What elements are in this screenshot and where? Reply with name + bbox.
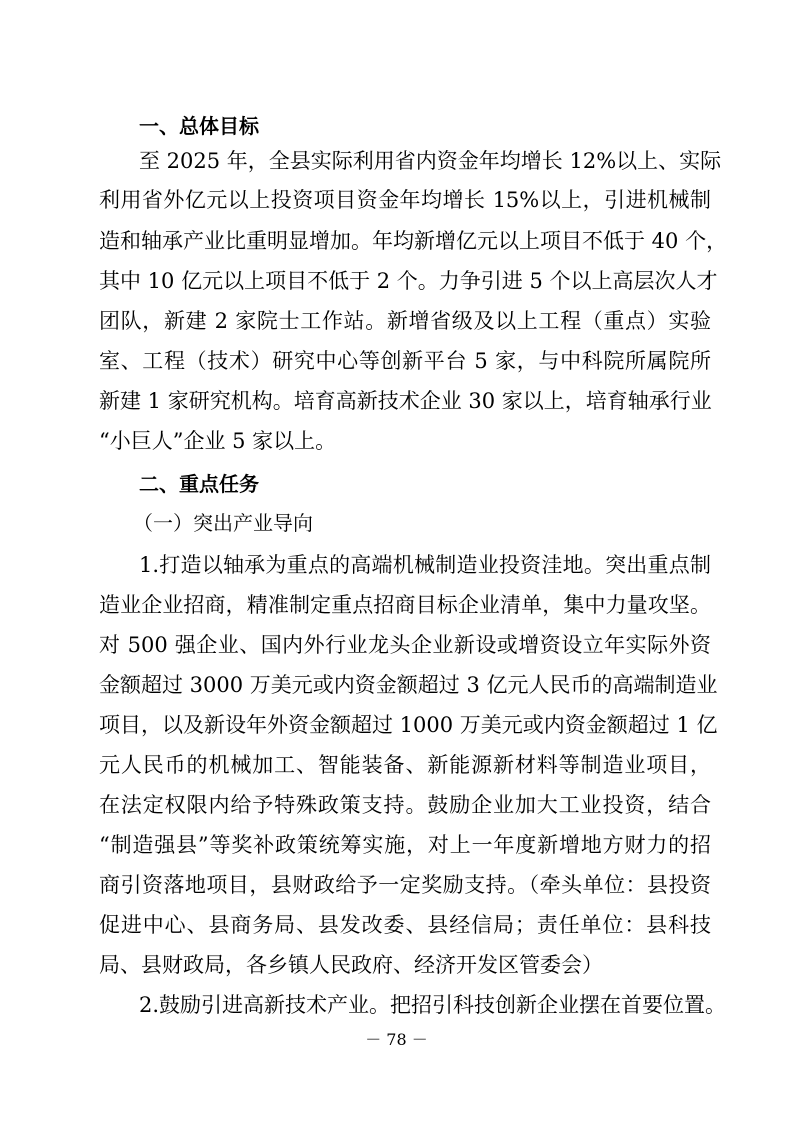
paragraph-line: 至 2025 年，全县实际利用省内资金年均增长 12%以上、实际 xyxy=(139,149,722,173)
paragraph-line: 在法定权限内给予特殊政策支持。鼓励企业加大工业投资，结合 xyxy=(99,793,711,817)
paragraph-line: 利用省外亿元以上投资项目资金年均增长 15%以上，引进机械制 xyxy=(99,188,711,212)
paragraph-line: 金额超过 3000 万美元或内资金额超过 3 亿元人民币的高端制造业 xyxy=(99,673,718,697)
paragraph-line: “小巨人”企业 5 家以上。 xyxy=(99,429,337,453)
paragraph-line: 室、工程（技术）研究中心等创新平台 5 家，与中科院所属院所 xyxy=(99,349,711,373)
paragraph-line: 新建 1 家研究机构。培育高新技术企业 30 家以上，培育轴承行业 xyxy=(99,389,712,413)
paragraph-line: 商引资落地项目，县财政给予一定奖励支持。（牵头单位：县投资 xyxy=(99,873,711,897)
paragraph-line: 元人民币的机械加工、智能装备、新能源新材料等制造业项目， xyxy=(99,753,711,777)
subsection-heading: （一）突出产业导向 xyxy=(133,511,313,535)
paragraph-line: “制造强县”等奖补政策统筹实施，对上一年度新增地方财力的招 xyxy=(99,833,711,857)
paragraph-line: 其中 10 亿元以上项目不低于 2 个。力争引进 5 个以上高层次人才 xyxy=(99,269,718,293)
paragraph-line: 团队，新建 2 家院士工作站。新增省级及以上工程（重点）实验 xyxy=(99,309,711,333)
paragraph-line: 项目，以及新设年外资金额超过 1000 万美元或内资金额超过 1 亿 xyxy=(99,713,718,737)
paragraph-line: 局、县财政局，各乡镇人民政府、经济开发区管委会） xyxy=(99,953,603,977)
paragraph-line: 对 500 强企业、国内外行业龙头企业新设或增资设立年实际外资 xyxy=(99,633,711,657)
section-heading-overall-goals: 一、总体目标 xyxy=(139,114,259,138)
paragraph-line: 造和轴承产业比重明显增加。年均新增亿元以上项目不低于 40 个， xyxy=(99,229,728,253)
page-number: － 78 － xyxy=(365,1030,428,1049)
paragraph-line: 促进中心、县商务局、县发改委、县经信局；责任单位：县科技 xyxy=(99,913,711,937)
section-heading-key-tasks: 二、重点任务 xyxy=(139,472,259,496)
paragraph-line: 造业企业招商，精准制定重点招商目标企业清单，集中力量攻坚。 xyxy=(99,593,711,617)
paragraph-line: 2.鼓励引进高新技术产业。把招引科技创新企业摆在首要位置。 xyxy=(139,993,727,1017)
paragraph-line: 1.打造以轴承为重点的高端机械制造业投资洼地。突出重点制 xyxy=(139,553,711,577)
